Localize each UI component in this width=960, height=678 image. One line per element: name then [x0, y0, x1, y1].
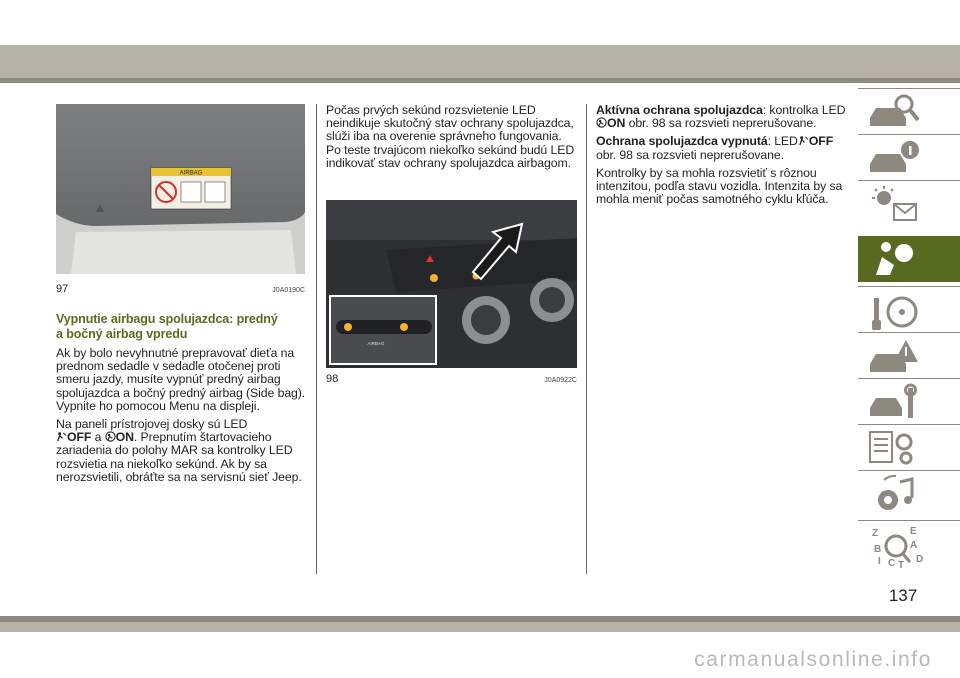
text: : kontrolka LED	[762, 103, 846, 117]
airbag-off-icon	[798, 135, 809, 146]
column-1	[56, 312, 308, 489]
paragraph: Ak by bolo nevyhnutné prepravovať dieťa na prednom sedadle v sedadle otočenej proti smeru jazdy, musíte vypnúť predný airbag spolujazdca a bočný predný airbag (Side bag). Vypnite ho pomocou Menu na displeji.	[56, 346, 306, 413]
paragraph	[56, 418, 308, 484]
section-heading	[56, 312, 308, 342]
airbag-off-label: OFF	[67, 430, 92, 445]
airbag-on-label: ON	[115, 430, 134, 445]
column-divider-2	[586, 104, 587, 574]
header-band-dark	[0, 78, 960, 83]
text: obr. 98 sa rozsvieti neprerušovane.	[596, 147, 784, 162]
list-gear-icon	[866, 428, 922, 468]
chapter-tab-dashboard[interactable]	[858, 134, 960, 180]
chapter-tab-index[interactable]	[858, 520, 960, 570]
text: Na paneli prístrojovej dosky sú LED	[56, 417, 248, 432]
chapter-tab-starting[interactable]	[858, 286, 960, 332]
page-number: 137	[888, 586, 918, 605]
bold-term: Aktívna ochrana spolujazdca	[596, 103, 763, 117]
airbag-off-icon	[56, 431, 67, 442]
svg-text:Z: Z	[872, 528, 879, 539]
airbag-off-label: OFF	[808, 134, 834, 149]
figure-98-caption	[326, 373, 577, 385]
paragraph	[596, 104, 846, 130]
text: a	[91, 430, 105, 445]
chapter-tab-lights[interactable]	[858, 180, 960, 226]
paragraph: Kontrolky by sa mohla rozsvietiť s rôznou intenzitou, podľa stavu vozidla. Intenzita by sa mohla meniť počas samotného cyklu kľúča.	[596, 165, 843, 207]
light-envelope-icon	[866, 184, 922, 224]
figure-code: J0A0922C	[544, 377, 577, 384]
bold-term: Ochrana spolujazdca vypnutá	[596, 134, 768, 149]
svg-text:D: D	[916, 554, 924, 565]
heading-line-1: Vypnutie airbagu spolujazdca: predný	[56, 312, 278, 326]
sign-airbag-text: AIRBAG	[179, 170, 203, 177]
seated-person-airbag-icon	[866, 239, 922, 279]
alphabet-index-icon	[866, 524, 926, 570]
key-steering-wheel-icon	[866, 290, 922, 334]
chapter-sidebar	[858, 88, 960, 588]
airbag-on-icon	[105, 431, 116, 442]
paragraph: Počas prvých sekúnd rozsvietenie LED neindikuje skutočný stav ochrany spolujazdca, slúži iba na overenie správneho fungovania. Po teste trvajúcom niekoľko sekúnd budú LED indikovať stav ochrany spolujazdca airbagom.	[326, 103, 575, 170]
music-nav-icon	[866, 474, 922, 520]
column-divider-1	[316, 104, 317, 574]
footer-band	[0, 622, 960, 632]
svg-text:E: E	[910, 526, 917, 537]
svg-text:I: I	[878, 556, 881, 567]
column-2	[326, 104, 578, 175]
top-margin	[0, 0, 960, 45]
watermark: carmanualsonline.info	[694, 648, 932, 671]
airbag-on-icon	[596, 117, 607, 128]
car-info-icon	[866, 92, 922, 132]
svg-text:B: B	[874, 544, 882, 555]
text: . Prepnutím štartovacieho zariadenia do polohy MAR sa kontrolky LED rozsvietia na niekoľko sekúnd. Ak by sa nerozsvietili, obráťte sa na servisnú sieť Jeep.	[56, 430, 302, 484]
svg-text:A: A	[910, 540, 918, 551]
airbag-on-label: ON	[607, 116, 626, 131]
figure-97-caption	[56, 283, 305, 295]
car-warning-icon	[866, 336, 922, 376]
car-wrench-icon	[866, 382, 922, 422]
text: obr. 98 sa rozsvieti neprerušovane.	[628, 116, 817, 131]
chapter-tab-car-info[interactable]	[858, 88, 960, 134]
paragraph	[596, 135, 846, 161]
column-3	[596, 104, 846, 211]
inset-airbag-text: AIRBAG	[367, 341, 385, 346]
text: : LED	[767, 134, 798, 149]
chapter-tab-safety[interactable]	[858, 236, 960, 282]
svg-text:T: T	[898, 560, 905, 570]
chapter-tab-technical[interactable]	[858, 424, 960, 470]
chapter-tab-maintenance[interactable]	[858, 378, 960, 424]
heading-line-2: a bočný airbag vpredu	[56, 327, 188, 341]
chapter-tab-emergency[interactable]	[858, 332, 960, 378]
svg-text:C: C	[888, 558, 896, 569]
car-info-i-icon	[866, 138, 922, 178]
figure-98-photo	[326, 200, 577, 368]
figure-number: 97	[56, 283, 69, 295]
figure-number: 98	[326, 373, 339, 385]
header-band	[0, 45, 960, 78]
chapter-tab-multimedia[interactable]	[858, 470, 960, 516]
figure-code: J0A0190C	[272, 287, 305, 294]
figure-97-photo	[56, 104, 305, 274]
